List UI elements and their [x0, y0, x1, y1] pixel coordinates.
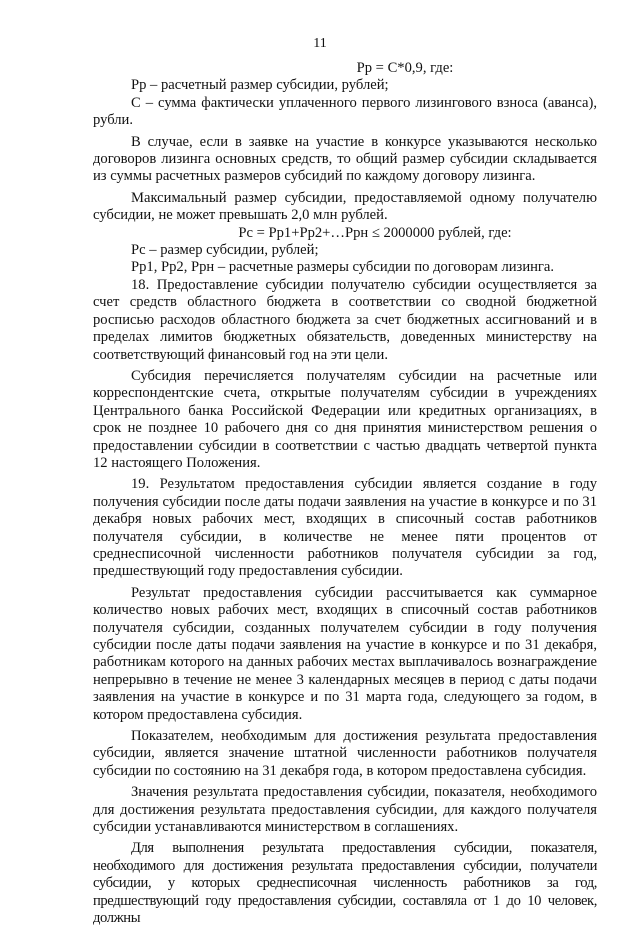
- definition-rr-list: Рр1, Рр2, Ррн – расчетные размеры субсидии по договорам лизинга.: [131, 259, 555, 276]
- paragraph-indicator: Показателем, необходимым для достижения результата предоставления субсидии, является значение штатной численности работников получателя субсидии по состоянию на 31 декабря года, в котором предоставлена субсидия.: [93, 728, 597, 779]
- paragraph-result-calculation: Результат предоставления субсидии рассчитывается как суммарное количество новых рабочих мест, входящих в списочный состав работников получателя субсидии, созданных получателем субсидии в году получения субсидии после даты подачи заявления на участие в конкурсе и по 31 декабря, работникам которого на данных рабочих местах выплачивалось вознаграждение непрерывно в течение не менее 3 календарных месяцев в период с даты подачи заявления на участие в конкурсе и по 31 марта года, следующего за годом, в котором предоставлена субсидия.: [93, 584, 597, 723]
- page-number: 11: [313, 36, 327, 51]
- paragraph-values-in-agreements: Значения результата предоставления субсидии, показателя, необходимого для достижения результата предоставления субсидии, для каждого получателя субсидии устанавливаются министерством в соглашениях.: [93, 784, 597, 836]
- paragraph-maximum-subsidy: Максимальный размер субсидии, предоставляемой одному получателю субсидии, не может превышать 2,0 млн рублей.: [93, 189, 597, 224]
- document-body: [93, 60, 597, 928]
- paragraph-fulfillment-conditions: Для выполнения результата предоставления субсидии, показателя, необходимого для достижения результата предоставления субсидии, получатели субсидии, у которых среднесписочная численность работников за год, предшествующий году предоставления субсидии, составляла от 1 до 10 человек, должны: [93, 840, 597, 927]
- formula-total-subsidy: Рс = Рр1+Рр2+…Ррн ≤ 2000000 рублей, где:: [238, 224, 512, 241]
- definition-c: С – сумма фактически уплаченного первого лизингового взноса (аванса), рубли.: [93, 94, 597, 129]
- paragraph-clause-18: 18. Предоставление субсидии получателю субсидии осуществляется за счет средств областного бюджета в соответствии со сводной бюджетной росписью расходов областного бюджета за счет бюджетных ассигнований и в пределах лимитов бюджетных обязательств, доведенных министерству на соответствующий финансовый год на эти цели.: [93, 276, 597, 363]
- paragraph-multiple-contracts: В случае, если в заявке на участие в конкурсе указываются несколько договоров лизинга основных средств, то общий размер субсидии складывается из суммы расчетных размеров субсидий по каждому договору лизинга.: [93, 133, 597, 185]
- definition-rr: Рр – расчетный размер субсидии, рублей;: [131, 77, 389, 94]
- paragraph-clause-19: 19. Результатом предоставления субсидии является создание в году получения субсидии после даты подачи заявления на участие в конкурсе и по 31 декабря новых рабочих мест, входящих в списочный состав работников получателя субсидии, в количестве не менее пяти процентов от среднесписочной численности работников получателя субсидии за год, предшествующий году предоставления субсидии.: [93, 476, 597, 580]
- definition-rc: Рс – размер субсидии, рублей;: [131, 242, 319, 259]
- paragraph-subsidy-transfer: Субсидия перечисляется получателям субсидии на расчетные или корреспондентские счета, открытые получателям субсидии в учреждениях Центрального банка Российской Федерации или кредитных организациях, в срок не позднее 10 рабочего дня со дня принятия министерством решения о предоставлении субсидии в соответствии с частью двадцать четвертой пункта 12 настоящего Положения.: [93, 367, 597, 471]
- formula-subsidy-calculation: Рр = С*0,9, где:: [356, 60, 454, 76]
